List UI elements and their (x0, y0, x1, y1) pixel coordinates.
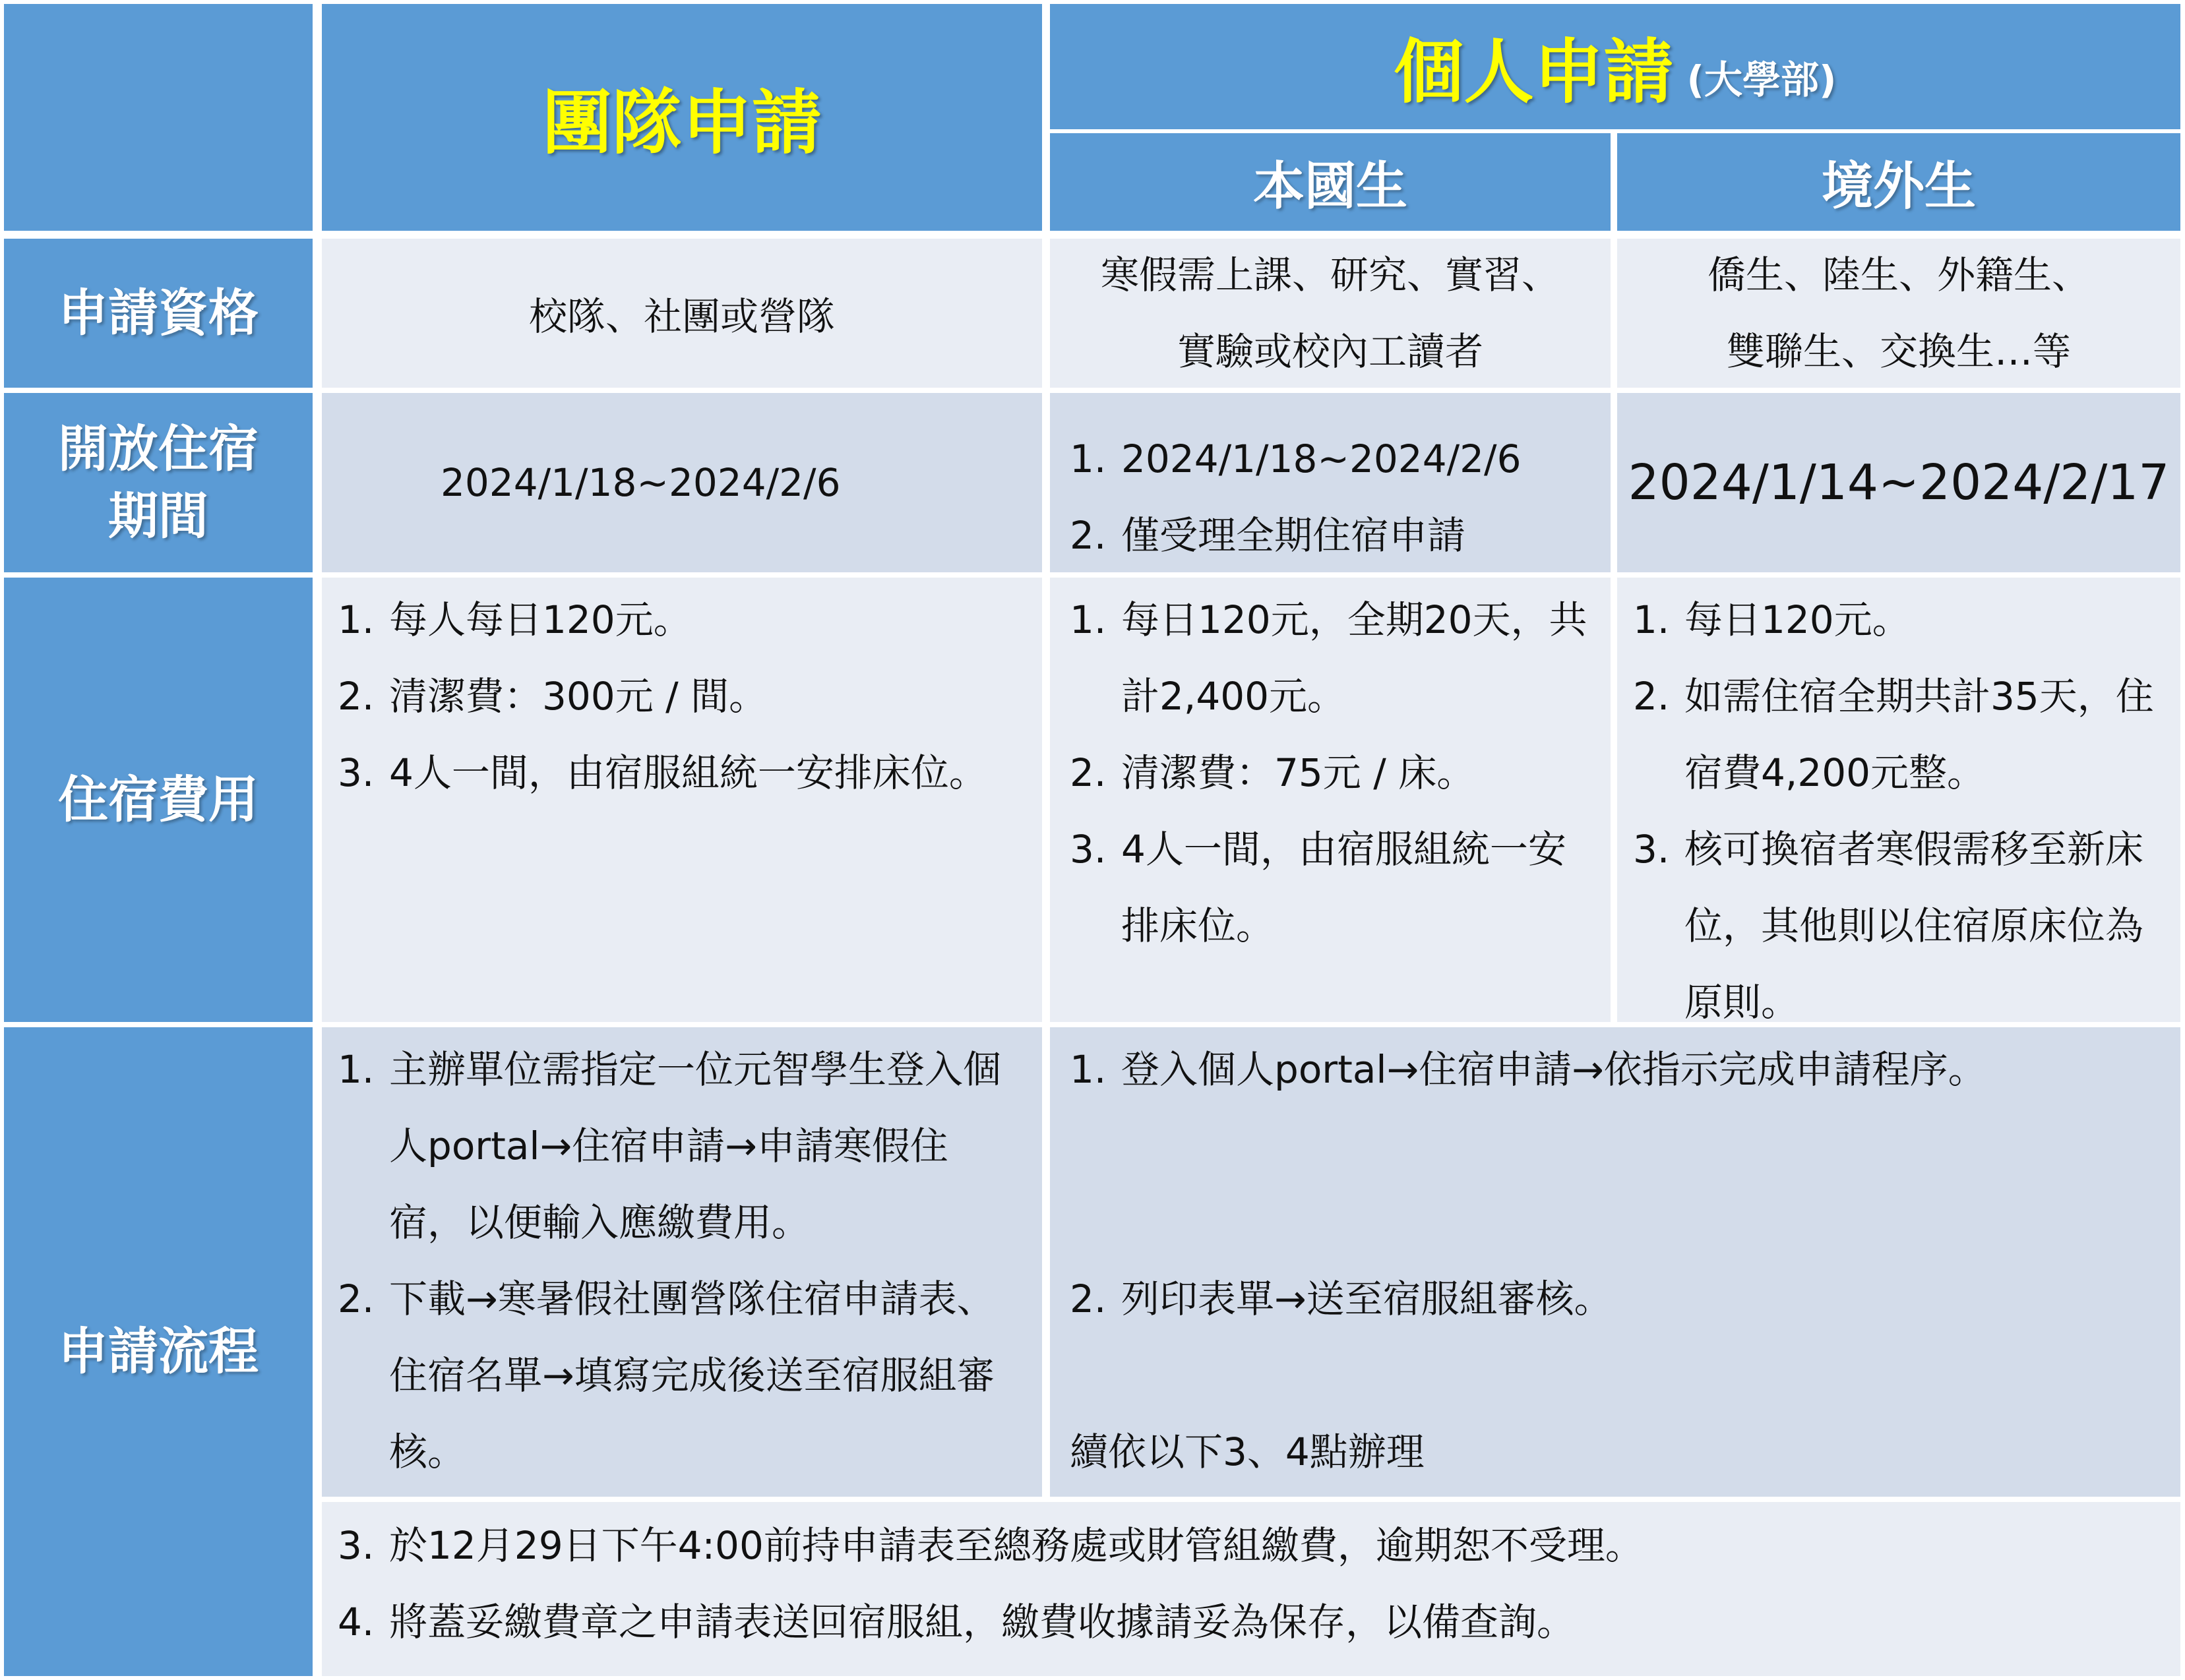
list-item: 4. 將蓋妥繳費章之申請表送回宿服組，繳費收據請妥為保存，以備查詢。 (338, 1600, 1576, 1644)
list-item: 3. 於12月29日下午4:00前持申請表至總務處或財管組繳費，逾期恕不受理。 (338, 1523, 1644, 1568)
individual-application-title: 個人申請 (1394, 32, 1674, 113)
list-item: 2. 清潔費：300元 / 間。 (338, 674, 768, 719)
individual-application-subtitle: (大學部) (1686, 57, 1837, 102)
overseas-eligibility-cell: 僑生、陸生、外籍生、 雙聯生、交換生…等 (1617, 239, 2180, 388)
domestic-fees-cell (1050, 578, 1611, 1022)
domestic-fees-list (1070, 582, 1591, 964)
list-item: 1. 每日120元，全期20天，共計2,400元。 (1070, 597, 1587, 719)
overseas-student-header: 境外生 (1617, 133, 2180, 231)
domestic-period-cell (1050, 393, 1611, 572)
list-item: 2. 下載→寒暑假社團營隊住宿申請表、住宿名單→填寫完成後送至宿服組審核。 (338, 1276, 995, 1474)
common-process-list (338, 1507, 2161, 1660)
overseas-period-cell: 2024/1/14~2024/2/17 (1617, 393, 2180, 572)
group-fees-list (338, 582, 1035, 811)
list-item: 1. 登入個人portal→住宿申請→依指示完成申請程序。 (1070, 1047, 1986, 1092)
common-process-cell (322, 1502, 2180, 1676)
group-fees-cell (322, 578, 1042, 1022)
group-process-cell (322, 1027, 1042, 1497)
group-period-cell: 2024/1/18~2024/2/6 (322, 393, 1042, 572)
list-item: 3. 4人一間，由宿服組統一安排床位。 (338, 750, 987, 795)
group-application-title: 團隊申請 (542, 82, 822, 164)
row-label-fees: 住宿費用 (4, 578, 313, 1022)
row-label-process: 申請流程 (4, 1027, 313, 1676)
individual-process-note: 續依以下3、4點辦理 (1070, 1429, 1425, 1474)
list-item: 1. 2024/1/18~2024/2/6 (1070, 436, 1522, 481)
list-item: 1. 每人每日120元。 (338, 597, 692, 642)
domestic-period-list (1070, 421, 1597, 574)
list-item: 3. 核可換宿者寒假需移至新床位，其他則以住宿原床位為原則。 (1633, 827, 2144, 1025)
list-item: 2. 僅受理全期住宿申請 (1070, 513, 1466, 558)
group-process-list (338, 1031, 1022, 1490)
group-application-header (322, 4, 1042, 231)
list-item: 2. 列印表單→送至宿服組審核。 (1070, 1276, 1613, 1321)
row-label-period: 開放住宿 期間 (4, 393, 313, 572)
overseas-fees-cell (1617, 578, 2180, 1025)
group-eligibility-cell: 校隊、社團或營隊 (322, 239, 1042, 388)
individual-application-header (1050, 4, 2180, 129)
individual-process-cell (1050, 1027, 2180, 1497)
list-item: 1. 每日120元。 (1633, 597, 1911, 642)
list-item: 2. 清潔費：75元 / 床。 (1070, 750, 1475, 795)
list-item: 1. 主辦單位需指定一位元智學生登入個人portal→住宿申請→申請寒假住宿，以便輸入應繳費用。 (338, 1047, 1002, 1245)
row-label-eligibility: 申請資格 (4, 239, 313, 388)
corner-cell (4, 4, 313, 231)
overseas-fees-list (1633, 582, 2165, 1040)
list-item: 3. 4人一間，由宿服組統一安排床位。 (1070, 827, 1566, 948)
domestic-student-header: 本國生 (1050, 133, 1611, 231)
domestic-eligibility-cell: 寒假需上課、研究、實習、 實驗或校內工讀者 (1050, 239, 1611, 388)
list-item: 2. 如需住宿全期共計35天，住宿費4,200元整。 (1633, 674, 2154, 795)
